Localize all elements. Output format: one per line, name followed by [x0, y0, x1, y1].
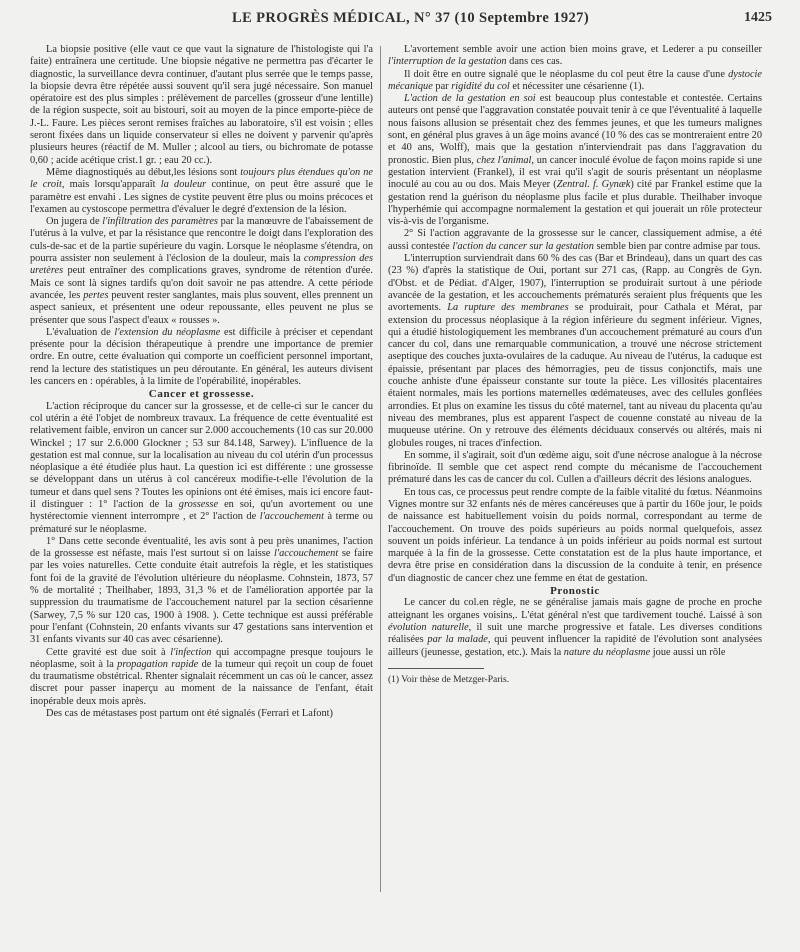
- paragraph: On jugera de l'infiltration des paramètres par la manœuvre de l'abaissement de l'utérus à la vulve, et par la résistance que rencontre le doigt dans l'exploration des culs-de-sac et de la partie supérieure du vagin. Lorsque le néoplasme s'étendra, on pourra assister non seulement à l'éclosion de la douleur, mais la compression des uretères peut entraîner des complications graves, syndrome de rétention d'urée. Mais ce sont là signes tardifs qu'on doit savoir ne pas attendre. A cette période avancée, les pertes peuvent rester sanglantes, mais plus souvent, elles prennent un aspect sanieux, et présentent une odeur repoussante, elles peuvent ne plus se présenter que sous l'aspect d'eaux « rousses ».: [30, 216, 373, 326]
- paragraph: Il doit être en outre signalé que le néoplasme du col peut être la cause d'une dystocie mécanique par rigidité du col et nécessiter une césarienne (1).: [388, 68, 762, 92]
- paragraph: Cette gravité est due soit à l'infection qui accompagne presque toujours le néoplasme, soit à la propagation rapide de la tumeur qui reçoit un coup de fouet du traumatisme obstétrical. Rhenter signalait récemment un cas où le cancer, assez discret pour passer inaperçu au moment de la naissance de l'enfant, était inopérable deux mois après.: [30, 646, 374, 707]
- footnote-divider: [388, 668, 484, 669]
- paragraph: La biopsie positive (elle vaut ce que vaut la signature de l'histologiste qui l'a faite) entraînera une certitude. Une biopsie négative ne permettra pas d'écarter le diagnostic, la surveillance devra continuer, d'autant plus serrée que le temps passe, la biopsie devra être répétée aussi souvent qu'il sera jugé nécessaire. Son manuel opératoire est des plus simples : prélèvement de parcelles (grosseur d'une lentille) de la région suspecte, soit au bistouri, soit au moyen de la pince emporte-pièce de J.-L. Faure. Les pièces seront remises fraîches au laboratoire, s'il est voisin ; elles seront fixées dans un liquide conservateur si elles ne doivent y parvenir qu'après plusieurs heures (réactif de M. Muller ; alcool au tiers, ou bichromate de potasse 0,60 ; acide acétique crist.1 gr. ; eau 20 cc.).: [30, 44, 373, 166]
- paragraph: En somme, il s'agirait, soit d'un œdème aigu, soit d'une nécrose analogue à la nécrose fibrinoïde. Il semble que cet aspect rend compte du mécanisme de l'accouchement prématuré dans les cas de cancer du col. Cullen a d'ailleurs décrit des lésions analogues.: [388, 449, 762, 486]
- column-divider: [380, 46, 381, 892]
- paragraph: Même diagnostiqués au début,les lésions sont toujours plus étendues qu'on ne le croit, mais lorsqu'apparaît la douleur continue, on peut être assuré que le paramètre est envahi . Les signes de cystite peuvent être plus ou moins précoces et l'examen au cystoscope permettra d'évaluer le degré d'extension de la lésion.: [30, 166, 373, 215]
- running-title: [232, 10, 589, 27]
- issue-date: (10 Septembre 1927): [454, 10, 590, 26]
- paragraph: 1° Dans cette seconde éventualité, les avis sont à peu près unanimes, l'action de la grossesse est néfaste, mais l'est surtout si on laisse l'accouchement se faire par les voies naturelles. Cette conduite était autrefois la règle, et les statistiques font foi de la gravité de l'évolution ultérieure du néoplasme. Cohnstein, 1873, 57 % de mortalité ; Theilhaber, 1893, 31,3 % et de l'amélioration apportée par la suppression du traumatisme de l'accouchement naturel par la section césarienne (Sarwey, 7,5 % sur 120 cas, 1900 à 1908. ). Cette technique est aussi préférable pour l'enfant (Cohnstein, 20 enfants vivants sur 47 gestations sans intervention et 31 enfants vivants sur 40 cas avec césarienne).: [30, 535, 373, 646]
- paragraph: 2° Si l'action aggravante de la grossesse sur le cancer, classiquement admise, a été aussi contestée l'action du cancer sur la gestation semble bien par contre admise par tous.: [388, 228, 762, 252]
- paragraph: L'action réciproque du cancer sur la grossesse, et de celle-ci sur le cancer du col utérin a été l'objet de nombreux travaux. La fréquence de cette éventualité est relativement faible, environ un cancer sur 2.000 accouchements (10 cas sur 20.000 Winckel ; 17 sur 2.6.000 Glockner ; 53 sur 84.148, Sarwey). L'influence de la gestation est mal connue, sur la localisation au niveau du col utérin d'un processus néoplasique a été étudiée plus haut. La question ici est différente : une grossesse se développant dans un utérus à col cancéreux modifie-t-elle l'évolution de la tumeur et dans quel sens ? Toutes les opinions ont été émises, mais ici encore faut-il distinguer : 1° l'action de la grossesse en soi, qu'un avortement ou une hystérectomie viennent interrompre , et 2° l'action de l'accouchement à terme ou prématuré sur le néoplasme.: [30, 400, 374, 535]
- page-header: [0, 8, 800, 32]
- issue-number: N° 37: [414, 10, 451, 26]
- section-heading-pronostic: Pronostic: [550, 585, 600, 598]
- paragraph: L'avortement semble avoir une action bien moins grave, et Lederer a pu conseiller l'interruption de la gestation dans ces cas.: [388, 44, 762, 68]
- paragraph: En tous cas, ce processus peut rendre compte de la faible vitalité du fœtus. Néanmoins Vignes montre sur 32 enfants nés de mères cancéreuses que à partir du 160e jour, le poids de naissance est habituellement voisin du poids normal, correspondant au terme de l'accouchement. On trouve des poids supérieurs au poids normal quelquefois, assez souvent un poids inférieur. La tendance à un poids inférieur au poids normal est surtout marquée à la fin de la grossesse. Cette constatation est de la plus haute importance, et devra être prise en considération dans la discussion de la conduite à tenir, en présence d'un diagnostic de cancer chez une femme en état de gestation.: [388, 486, 762, 584]
- left-column: [30, 44, 373, 720]
- paragraph: L'évaluation de l'extension du néoplasme est difficile à préciser et cependant présente pour la décision thérapeutique à prendre une importance de premier ordre. En outre, cette évaluation qui comporte un coefficient personnel important, rend la lecture des statistiques un peu déroutante. En général, les auteurs divisent les cancers en : opérables, à la limite de l'opérabilité, inopérables.: [30, 326, 373, 388]
- right-column: [388, 44, 762, 686]
- footnote: (1) Voir thèse de Metzger-Paris.: [388, 674, 510, 685]
- paragraph: Le cancer du col.en règle, ne se généralise jamais mais gagne de proche en proche atteignant les organes voisins,. L'état général n'est que tardivement touché. Laissé à son évolution naturelle, il suit une marche progressive et fatale. Les diverses conditions réalisées par la malade, qui peuvent influencer la rapidité de l'évolution sont analysées ailleurs (jeunesse, gestation, etc.). Mais la nature du néoplasme joue aussi un rôle: [388, 597, 762, 658]
- paragraph: L'interruption surviendrait dans 60 % des cas (Bar et Brindeau), dans un quart des cas (23 %) d'après la statistique de Oui, portant sur 271 cas, (Rapp. au Congrès de Gyn. d'Obst. et de Pédiat. d'Alger, 1907), l'interruption se produirait surtout à une période avancée de la gestation, et les accouchements prématurés seraient plus fréquents que les avortements. La rupture des membranes se produirait, pour Cathala et Mérat, par extension du processus néoplasique à la région inférieure du segment inférieur. Vignes, qui a étudié histologiquement les membranes d'un accouchement prématuré au cours d'un cancer du col, dans une remarquable communication, a trouvé une nécrose strictement aseptique des couches juxta-ovulaires de la caduque. Au niveau de l'utérus, la caduque est épaissie, présentant par places des hémorragies, peu de tissus conjonctifs, mais une couche anhiste d'une épaisseur constante sur toute la pièce. Les villosités placentaires étaient normales, mais les portions maternelles œdémateuses, avec des cellules gonflées arrondies. Et plus on examine les tissus du côté maternel, tant au niveau du placenta qu'au niveau des membranes, plus est apparent l'aspect de couenne constaté au niveau de la muqueuse utérine. On y retrouve des éléments déciduaux conservés ou altérés, mais ni globules rouges, ni traces d'infection.: [388, 253, 762, 449]
- page-number: 1425: [744, 10, 772, 25]
- paragraph: L'action de la gestation en soi est beaucoup plus contestable et contestée. Certains auteurs ont pensé que l'aggravation constatée pouvait tenir à ce que l'éventualité à laquelle nous faisons allusion se présentait chez des femmes jeunes, et que les tumeurs malignes sont, en général plus graves à un âge moins avancé (10 % des cas se montreraient entre 20 et 40 ans, Wolff), mais que la gestation n'interviendrait pas dans l'aggravation du pronostic. Bien plus, chez l'animal, un cancer inoculé évolue de façon moins rapide si une gestation intervient (Frankel), il est vrai qu'il s'agit de souris présentant un néoplasme inoculé au cou au ou dos. Mais Meyer (Zentral. f. Gynæk) cité par Frankel estime que la gestation rend la guérison du néoplasme plus facile et plus durable. Theilhaber invoque l'hyperhémie qui accompagne normalement la gestation et qui jouerait un rôle protecteur vis-à-vis de l'organisme.: [388, 93, 762, 228]
- journal-name: LE PROGRÈS MÉDICAL,: [232, 10, 410, 26]
- section-heading-cancer-grossesse: Cancer et grossesse.: [148, 388, 255, 401]
- paragraph: Des cas de métastases post partum ont été signalés (Ferrari et Lafont): [46, 708, 333, 720]
